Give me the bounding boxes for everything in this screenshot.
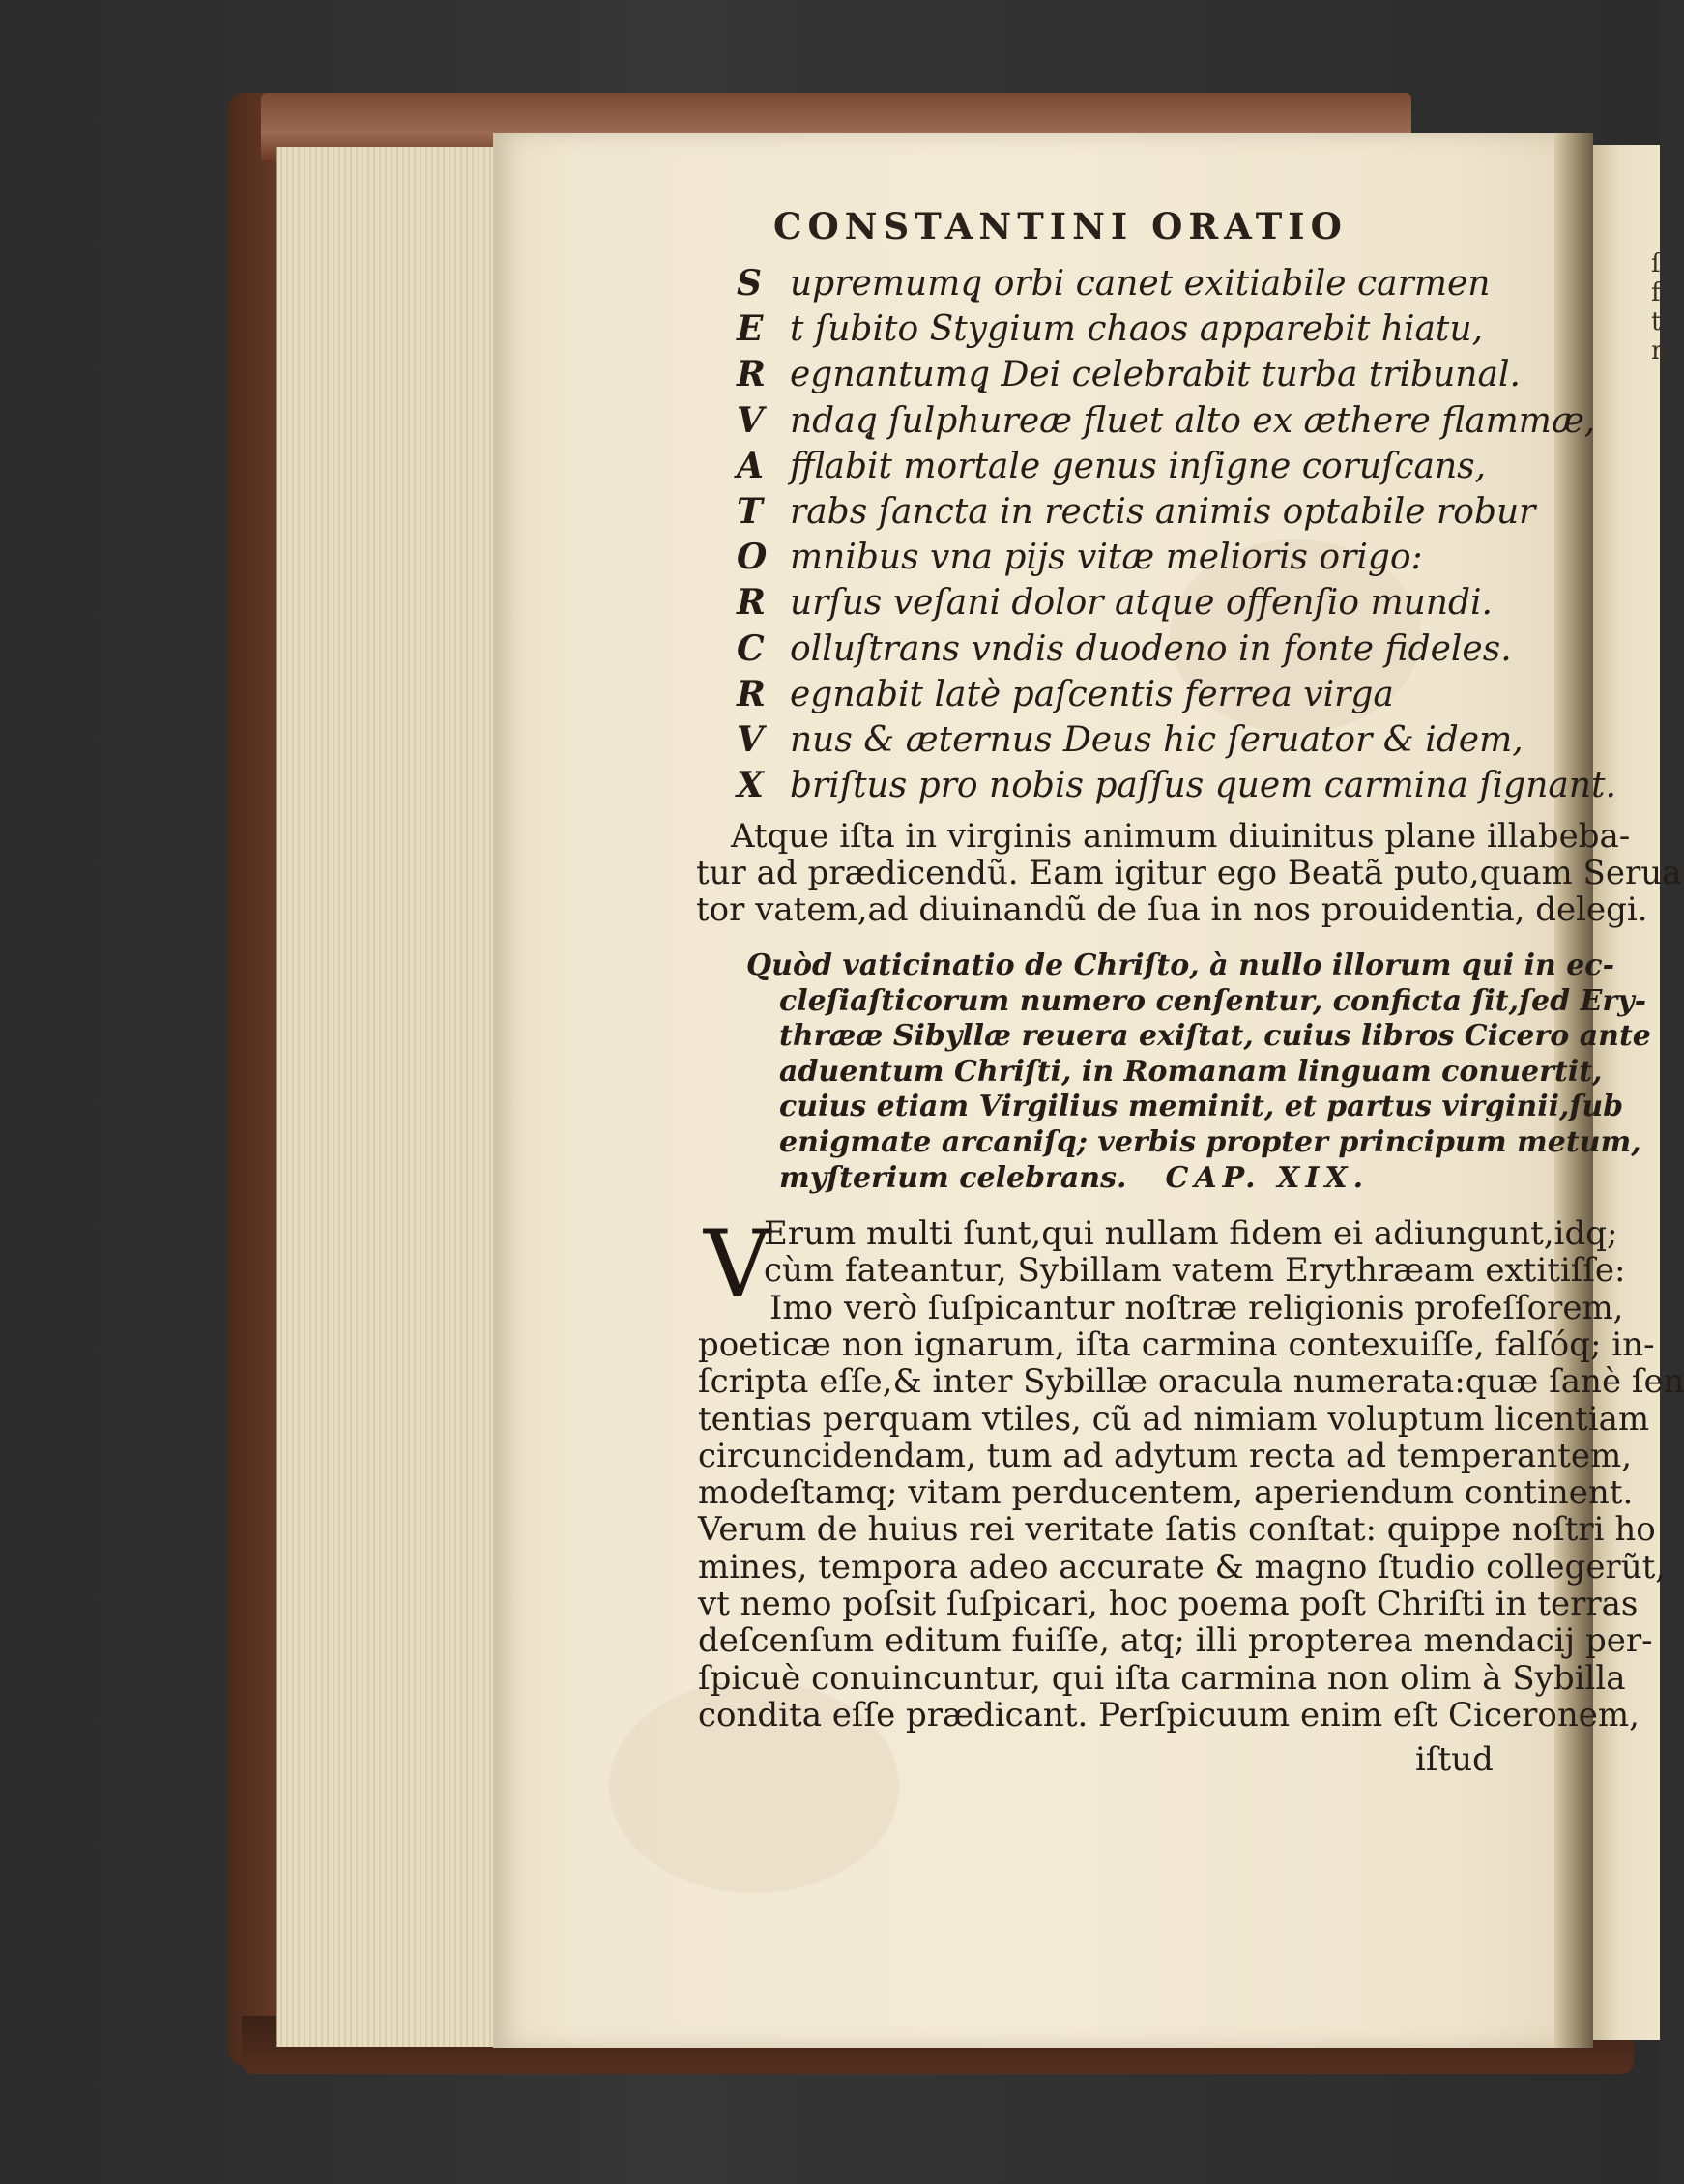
verse-text: olluſtrans vndis duodeno in fonte fideles. <box>790 628 1512 669</box>
text-line: Atque iſta in virginis animum diuinitus plane illabeba- <box>731 817 1631 856</box>
verse-text: urſus veſani dolor atque offenſio mundi. <box>790 583 1493 624</box>
facing-page-fragment: f <box>1651 278 1661 307</box>
verse-initial: V <box>737 399 764 441</box>
text-line: tentias perquam vtiles, cũ ad nimiam voluptum licentiam <box>698 1399 1650 1439</box>
verse-initial: X <box>737 765 764 806</box>
verse-line <box>737 354 1521 398</box>
verse-initial: R <box>737 673 766 714</box>
facing-page-fragment: ſ <box>1651 249 1661 278</box>
verse-initial: A <box>737 445 764 486</box>
verse-line <box>737 765 1616 809</box>
verse-line <box>737 628 1512 673</box>
text-line: Erum multi ſunt,qui nullam fidem ei adiungunt,idq; <box>764 1214 1618 1253</box>
text-line: Verum de huius rei veritate ſatis conſtat: quippe noſtri ho <box>698 1510 1656 1550</box>
verse-text: mnibus vna pijs vitæ melioris origo: <box>790 538 1423 578</box>
text-line: vt nemo poſsit ſuſpicari, hoc poema poſt Chriſti in terras <box>698 1585 1639 1623</box>
verse-line <box>737 674 1394 718</box>
facing-page-fragment: n <box>1651 336 1668 365</box>
text-line: tur ad prædicendũ. Eam igitur ego Beatã puto,quam Serua <box>696 854 1682 892</box>
catchword: iſtud <box>1415 1740 1494 1779</box>
text-line: deſcenſum editum fuiſſe, atq; illi propterea mendacij per- <box>698 1621 1653 1661</box>
verse-initial: E <box>737 308 764 350</box>
chapter-summary-line: cleſiaſticorum numero cenſentur, conficta ſit,ſed Ery- <box>779 983 1647 1018</box>
text-line: Imo verò ſuſpicantur noſtræ religionis profeſſorem, <box>769 1288 1624 1327</box>
verse-initial: S <box>737 263 762 304</box>
verse-text: nus & æternus Deus hic ſeruator & idem, <box>790 720 1524 760</box>
text-line: ſcripta eſſe,& inter Sybillæ oracula numerata:quæ ſanè ſen <box>698 1362 1684 1402</box>
drop-cap: V <box>704 1210 771 1319</box>
chapter-summary-text: myſterium celebrans. <box>779 1160 1127 1195</box>
verse-text: egnantumq̨ Dei celebrabit turba tribunal. <box>790 355 1521 395</box>
text-line: cùm fateantur, Sybillam vatem Erythræam extitiſſe: <box>764 1251 1626 1291</box>
verse-initial: R <box>737 582 766 624</box>
text-line: tor vatem,ad diuinandũ de ſua in nos prouidentia, delegi. <box>696 890 1648 929</box>
chapter-summary-line: aduentum Chriſti, in Romanam linguam conuertit, <box>779 1054 1603 1089</box>
chapter-summary-line: enigmate arcaniſq; verbis propter principum metum, <box>779 1125 1641 1159</box>
verse-line <box>737 400 1595 445</box>
verse-line <box>737 491 1535 536</box>
verse-line <box>737 537 1423 581</box>
verse-text: t ſubito Stygium chaos apparebit hiatu, <box>790 309 1484 350</box>
verse-text: rabs ſancta in rectis animis optabile robur <box>790 492 1536 532</box>
text-line: poeticæ non ignarum, iſta carmina contexuiſſe, falſóq; in- <box>698 1325 1655 1364</box>
facing-page-fragment: t <box>1651 307 1662 336</box>
verse-text: briſtus pro nobis paſſus quem carmina ſignant. <box>790 766 1616 806</box>
text-line: condita eſſe prædicant. Perſpicuum enim eſt Ciceronem, <box>698 1695 1640 1734</box>
text-line: mines, tempora adeo accurate & magno ſtudio collegerũt, <box>698 1547 1667 1587</box>
verse-initial: O <box>737 537 768 578</box>
chapter-summary-line: thrææ Sibyllæ reuera exiſtat, cuius libros Cicero ante <box>779 1019 1651 1054</box>
text-line: modeſtamq; vitam perducentem, aperiendum continent. <box>698 1473 1634 1513</box>
verse-initial: R <box>737 354 766 395</box>
text-line: circuncidendam, tum ad adytum recta ad temperantem, <box>698 1436 1633 1475</box>
text-line: ſpicuè conuincuntur, qui iſta carmina non olim à Sybilla <box>698 1658 1626 1698</box>
chapter-summary-line: cuius etiam Virgilius meminit, et partus virginii,ſub <box>779 1090 1624 1124</box>
verse-text: upremumq̨ orbi canet exitiabile carmen <box>790 264 1491 304</box>
verse-line <box>737 719 1524 764</box>
chapter-summary-line <box>779 1161 1369 1195</box>
verse-text: ndaq̨ ſulphureæ fluet alto ex æthere flammæ, <box>790 400 1596 441</box>
verse-text: egnabit latè paſcentis ferrea virga <box>790 674 1394 714</box>
verse-text: fflabit mortale genus inſigne coruſcans, <box>790 446 1487 486</box>
running-head: CONSTANTINI ORATIO <box>773 205 1348 248</box>
verse-line <box>737 582 1493 626</box>
verse-line <box>737 446 1486 490</box>
verse-line <box>737 263 1490 307</box>
verse-initial: V <box>737 719 764 760</box>
page-stack-edge <box>276 147 500 2047</box>
verse-initial: T <box>737 491 763 532</box>
verse-line <box>737 308 1483 353</box>
chapter-label: CAP. XIX. <box>1165 1160 1370 1195</box>
chapter-summary-line: Quòd vaticinatio de Chriſto, à nullo illorum qui in ec- <box>746 948 1615 982</box>
verse-initial: C <box>737 627 765 669</box>
